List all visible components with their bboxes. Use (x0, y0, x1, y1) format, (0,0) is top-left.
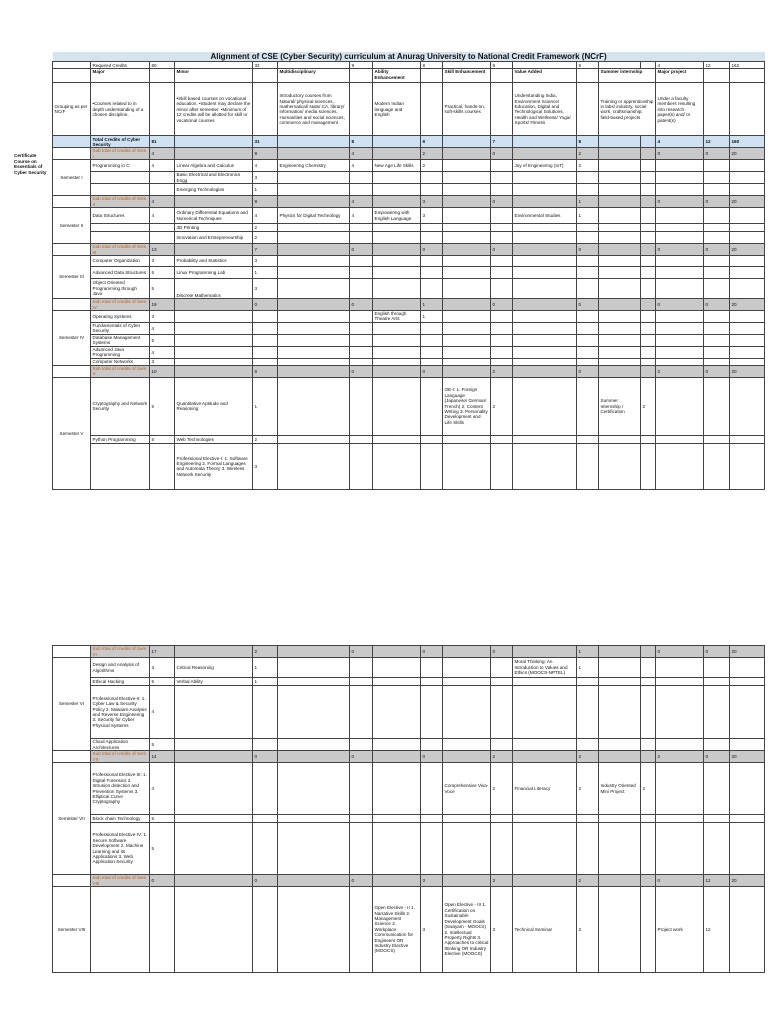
semester-label: Semester III (53, 256, 91, 299)
cell: Comprehensive Viva-Voce (443, 763, 491, 815)
grouping-major: •Courses related to in depth understanding of a chosen discipline. (91, 83, 150, 136)
cell: 0 (656, 196, 704, 208)
cell: Probability and Statistics (175, 256, 253, 267)
cell: 20 (730, 875, 765, 887)
cell: 0 (350, 646, 373, 658)
cell: Financial Literacy (513, 763, 577, 815)
cell: Fundamentals of Cyber Security (91, 322, 150, 334)
cell: Professional Elective-III: 1. Digital Forensics 2. Intrusion detection and Prevention Systems 3. Elliptical Curve Cryptography (91, 763, 150, 815)
cell: Linux Programming Lab (175, 267, 253, 279)
cell: 10 (150, 365, 175, 377)
page-title: Alignment of CSE (Cyber Security) curriculum at Anurag University to National Credit Framework (NCrF) (53, 52, 765, 62)
cell: 4 (150, 322, 175, 334)
cell: 5 (150, 678, 175, 686)
grouping-value: Understanding India, Environment Science/ Education, Digital and Technological Solutions, Health and Wellness/ Yoga/ Sports/ Fitness (513, 83, 577, 136)
semester-label: Semester VII (53, 763, 91, 875)
cell: 14 (150, 751, 175, 763)
cell: 0 (253, 875, 278, 887)
cell: 2 (491, 751, 513, 763)
table-row (53, 658, 765, 678)
header-row (53, 69, 765, 83)
cell: 1 (253, 658, 278, 678)
cell: 0 (491, 299, 513, 311)
cell: 4 (350, 196, 373, 208)
cell: 0 (656, 148, 704, 160)
header-minor: Minor (175, 69, 253, 83)
cell: 0 (421, 244, 443, 256)
cell: 0 (421, 365, 443, 377)
cell: 1 (577, 208, 599, 224)
cell: 8 (577, 136, 599, 148)
cell: 5 (150, 739, 175, 751)
title-row (53, 52, 765, 62)
cell: 6 (253, 365, 278, 377)
table-row (53, 334, 765, 346)
cell: 3 (491, 887, 513, 973)
cell: 20 (730, 148, 765, 160)
cell: 4 (253, 208, 278, 224)
cell: 3 (421, 196, 443, 208)
cell: 13 (150, 244, 175, 256)
cell: 3 (421, 208, 443, 224)
cell: 4 (150, 148, 175, 160)
curriculum-table-part-2 (52, 645, 744, 973)
cell: 2 (656, 751, 704, 763)
cell: 5 (150, 334, 175, 346)
cell: 2 (656, 365, 704, 377)
cell: 1 (253, 377, 278, 435)
cell: 4 (150, 196, 175, 208)
cell: 3 (150, 311, 175, 323)
semester-label: Semester I (53, 160, 91, 196)
grouping-skill: Practical, hands-on, soft-skills courses (443, 83, 491, 136)
cell: 7 (491, 136, 513, 148)
cell: 2 (577, 160, 599, 172)
table-row (53, 377, 765, 435)
cell: 0 (656, 299, 704, 311)
cell: Physics for Digital Technology (278, 208, 350, 224)
table-row (53, 224, 765, 232)
cell: 3 (253, 443, 278, 489)
table-row (53, 172, 765, 184)
cell: Basic Electrical and Electronics Engg. (175, 172, 253, 184)
cell: 80 (150, 62, 175, 69)
cell: 7 (253, 244, 278, 256)
cell: 81 (150, 136, 175, 148)
table-row (53, 823, 765, 875)
cell: Ethical Hacking (91, 678, 150, 686)
subtotal-label: Sub total of credits of Sem VI (91, 646, 150, 658)
cell: Professional Elective-IV: 1. Secure Software Development 2. Machine Learning and its Applications 3. Web Application Security (91, 823, 150, 875)
cell: 9 (491, 62, 513, 69)
cell: 162 (730, 62, 765, 69)
cell: Joy of Engineering (IoT) (513, 160, 577, 172)
cell: Linear Algebra and Calculus (175, 160, 253, 172)
table-row (53, 686, 765, 739)
cell: 8 (421, 62, 443, 69)
grouping-project: Under a faculty members resulting into research paper(s) and/ or patent(s) (656, 83, 704, 136)
cell: 4 (150, 346, 175, 358)
cell: Web Technologies (175, 435, 253, 443)
required-credits-label: Required Credits (91, 62, 150, 69)
cell: 4 (253, 160, 278, 172)
cell: 3 (253, 256, 278, 267)
subtotal-sem4 (53, 299, 765, 311)
cell: 2 (253, 224, 278, 232)
cell: 0 (421, 751, 443, 763)
table-row (53, 887, 765, 973)
table-row (53, 311, 765, 323)
cell: Block chain Technology (91, 815, 150, 823)
cell: 5 (150, 279, 175, 299)
cell: 12 (704, 62, 730, 69)
cell: Operating Systems (91, 311, 150, 323)
grouping-minor: •Skill based courses on vocational education. •Student may declare the minor after semester. •Minimum of 12 credits will be allotted for skill or vocational courses (175, 83, 253, 136)
required-credits-row (53, 62, 765, 69)
cell: 2 (577, 887, 599, 973)
cell: 2 (253, 646, 278, 658)
cell: 3 (150, 358, 175, 365)
cell: 4 (350, 160, 373, 172)
table-row (53, 358, 765, 365)
cell: 3 (421, 887, 443, 973)
table-row (53, 208, 765, 224)
table-row (53, 443, 765, 489)
grouping-summer: Training or apprenticeship in labs/ industry, social work, craftsmanship, field-based projects (599, 83, 656, 136)
cell: 0 (350, 751, 373, 763)
subtotal-label: Sub total of credits of Sem VII (91, 751, 150, 763)
cell: 2 (577, 148, 599, 160)
cell: Open Elective - III 1. Certification on Sustainable Development Goals (Swayam - MOOCs) 2. Intellectual Property Rights 3. Approaches to critical thinking OR Industry Elective (MOOCS) (443, 887, 491, 973)
cell: 20 (730, 196, 765, 208)
cell: 4 (350, 148, 373, 160)
cell: 0 (350, 244, 373, 256)
table-row (53, 184, 765, 196)
cell: 0 (350, 875, 373, 887)
table-row (53, 322, 765, 334)
cell: 0 (704, 196, 730, 208)
total-label: Total Credits of Cyber Security (91, 136, 150, 148)
subtotal-sem5 (53, 365, 765, 377)
cell: 20 (730, 365, 765, 377)
cell: 1 (253, 267, 278, 279)
cell: Cryptography and Network Security (91, 377, 150, 435)
table-row (53, 346, 765, 358)
semester-label: Semester II (53, 208, 91, 244)
cell: 5 (150, 435, 175, 443)
cell: 0 (253, 299, 278, 311)
curriculum-table-part-1 (52, 52, 744, 490)
cell: Professional Elective-I: 1. Software Engineering 2. Formal Languages and Automata Theory 3. Wireless Network Security (175, 443, 253, 489)
cell: Innovation and Entrepreneurship (175, 232, 253, 244)
cell: OE-I: 1. Foreign Language (Japanese/ German/ French) 2. Content Writing 3. Personality Development and Life Skills (443, 377, 491, 435)
cell: 1 (253, 678, 278, 686)
cell: 0 (656, 646, 704, 658)
cell: 19 (150, 299, 175, 311)
cell: Environmental Studies (513, 208, 577, 224)
cell: Data Structures (91, 208, 150, 224)
cell: 2 (253, 435, 278, 443)
grouping-ability: Modern Indian language and English (373, 83, 421, 136)
cell: 4 (656, 136, 704, 148)
cell: 5 (150, 377, 175, 435)
cell: 3 (421, 875, 443, 887)
cell: 0 (491, 148, 513, 160)
cell: 0 (704, 244, 730, 256)
cell: Moral Thinking: An Introduction to Values and Ethics (MOOCS-NPTEL) (513, 658, 577, 678)
grouping-label: Grouping as per NCrF (53, 83, 91, 136)
table-row (53, 160, 765, 172)
cell: Python Programming (91, 435, 150, 443)
table-row (53, 678, 765, 686)
cell: New Age Life Skills (373, 160, 421, 172)
cell: Industry Oriented Mini Project (599, 763, 641, 815)
cell: 3 (253, 279, 278, 299)
cell: Advanced Data Structures (91, 267, 150, 279)
cell: 3 (150, 658, 175, 678)
semester-label: Semester V (53, 377, 91, 489)
cell: 12 (704, 887, 730, 973)
cell: 0 (150, 875, 175, 887)
cell: 32 (253, 62, 278, 69)
cell: 0 (704, 646, 730, 658)
header-major: Major (91, 69, 150, 83)
cell: Verbal Ability (175, 678, 253, 686)
subtotal-label: Sub total of credits of Sem V (91, 365, 150, 377)
cell: 20 (730, 751, 765, 763)
cell: Project work (656, 887, 704, 973)
subtotal-label: Sub total of credits of Sem II (91, 196, 150, 208)
cell: 0 (491, 196, 513, 208)
table-row (53, 256, 765, 267)
table-row (53, 815, 765, 823)
cell: 2 (577, 875, 599, 887)
cell: 4 (150, 763, 175, 815)
header-summer: Summer internship (599, 69, 656, 83)
subtotal-sem3 (53, 244, 765, 256)
cell: 5 (150, 267, 175, 279)
subtotal-label: Sub total of credits of Sem III (91, 244, 150, 256)
cell: 4 (150, 208, 175, 224)
cell: 4 (150, 686, 175, 739)
cell: Quantitative Aptitude and Reasoning (175, 377, 253, 435)
semester-label: Semester VIII (53, 887, 91, 973)
cell: 0 (350, 299, 373, 311)
cell: 12 (704, 875, 730, 887)
cell: 4 (150, 160, 175, 172)
cell: 0 (491, 646, 513, 658)
header-multidisciplinary: Multidisciplinary (278, 69, 350, 83)
cell: 3 (150, 256, 175, 267)
table-row (53, 279, 765, 299)
cell: 1 (577, 646, 599, 658)
cell: Technical Seminar (513, 887, 577, 973)
cell: Engineering Chemistry (278, 160, 350, 172)
subtotal-label: Sub total of credits of Sem IV (91, 299, 150, 311)
cell: 0 (704, 148, 730, 160)
cell: 3 (253, 172, 278, 184)
grouping-multi: Introductory courses from Natural/ physical sciences, mathematical/ stats/ CA, library/ information/ media sciences, Humanities and social sciences, commerce and management (278, 83, 350, 136)
header-value-added: Value Added (513, 69, 577, 83)
cell: Empowering with English Language (373, 208, 421, 224)
cell: 1 (577, 658, 599, 678)
cell: 0 (577, 365, 599, 377)
table-row (53, 267, 765, 279)
cell: 9 (350, 62, 373, 69)
side-label-certificate: Certificate Course on Essentials of Cyber Security (14, 153, 47, 175)
header-project: Major project (656, 69, 704, 83)
cell: Cloud Application Architectures (91, 739, 150, 751)
cell: 4 (350, 208, 373, 224)
cell: Computer Networks (91, 358, 150, 365)
cell: 0 (491, 244, 513, 256)
cell: 2 (253, 232, 278, 244)
cell: 20 (730, 244, 765, 256)
cell: 0 (704, 299, 730, 311)
cell: Advanced Java Programming (91, 346, 150, 358)
semester-label: Semester IV (53, 311, 91, 366)
cell: Professional Elective-II: 1. Cyber Law & Security Policy 2. Malware Analysis and Reverse Engineering 3. Security for Cyber Physical Systems (91, 686, 150, 739)
cell: 8 (253, 148, 278, 160)
cell: 3 (491, 875, 513, 887)
cell: 5 (150, 815, 175, 823)
cell: English through Theatre Arts (373, 311, 421, 323)
cell: 0 (704, 365, 730, 377)
subtotal-label: Sub total of credits of Sem I (91, 148, 150, 160)
cell: Object Oriented Programming through Java (91, 279, 150, 299)
subtotal-sem7 (53, 751, 765, 763)
semester-label: Semester VI (53, 658, 91, 751)
cell: 1 (253, 184, 278, 196)
cell: 12 (704, 136, 730, 148)
cell: 20 (730, 646, 765, 658)
cell: 17 (150, 646, 175, 658)
cell: 0 (656, 875, 704, 887)
table-row (53, 232, 765, 244)
grouping-row (53, 83, 765, 136)
cell: 0 (704, 751, 730, 763)
subtotal-label: Sub total of credits of Sem VIII (91, 875, 150, 887)
subtotal-sem8 (53, 875, 765, 887)
cell: 0 (350, 365, 373, 377)
cell: 2 (421, 148, 443, 160)
cell: 8 (253, 196, 278, 208)
cell: 2 (577, 751, 599, 763)
cell: 2 (641, 763, 656, 815)
cell: 160 (730, 136, 765, 148)
total-row (53, 136, 765, 148)
cell: 8 (350, 136, 373, 148)
cell: 8 (577, 62, 599, 69)
cell: Critical Reasoning (175, 658, 253, 678)
cell: 0 (421, 646, 443, 658)
cell: 2 (641, 377, 656, 435)
cell: 4 (656, 62, 704, 69)
subtotal-sem6 (53, 646, 765, 658)
cell: 1 (577, 196, 599, 208)
cell: 2 (491, 377, 513, 435)
table-row (53, 763, 765, 815)
cell: Emerging Technologies (175, 184, 253, 196)
cell: Database Management Systems (91, 334, 150, 346)
cell: 31 (253, 136, 278, 148)
table-row (53, 435, 765, 443)
cell: 3D Printing (175, 224, 253, 232)
cell: 1 (421, 299, 443, 311)
table-row (53, 739, 765, 751)
cell: 1 (421, 311, 443, 323)
cell: 5 (150, 823, 175, 875)
cell: Summer Internship / Certification (599, 377, 641, 435)
cell: 2 (491, 763, 513, 815)
cell: 2 (577, 763, 599, 815)
cell: Discrete Mathematics (175, 279, 253, 299)
cell: 0 (656, 244, 704, 256)
cell: 0 (577, 244, 599, 256)
cell: 20 (730, 299, 765, 311)
cell: Ordinary Differential Equations and Numerical Techniques (175, 208, 253, 224)
cell: Design and Analysis of Algorithms (91, 658, 150, 678)
cell: 0 (577, 299, 599, 311)
header-skill: Skill Enhancement (443, 69, 491, 83)
cell: 2 (491, 365, 513, 377)
subtotal-sem2 (53, 196, 765, 208)
cell: Open Elective - II 1. Narrative Skills 2. Management Science 3. Workplace Communication for Engineers OR Industry Elective (MOOCS) (373, 887, 421, 973)
cell: Computer Organization (91, 256, 150, 267)
header-ability: Ability Enhancement (373, 69, 421, 83)
subtotal-sem1 (53, 148, 765, 160)
cell: 0 (253, 751, 278, 763)
cell: Programming in C (91, 160, 150, 172)
cell: 9 (421, 136, 443, 148)
cell: 2 (421, 160, 443, 172)
